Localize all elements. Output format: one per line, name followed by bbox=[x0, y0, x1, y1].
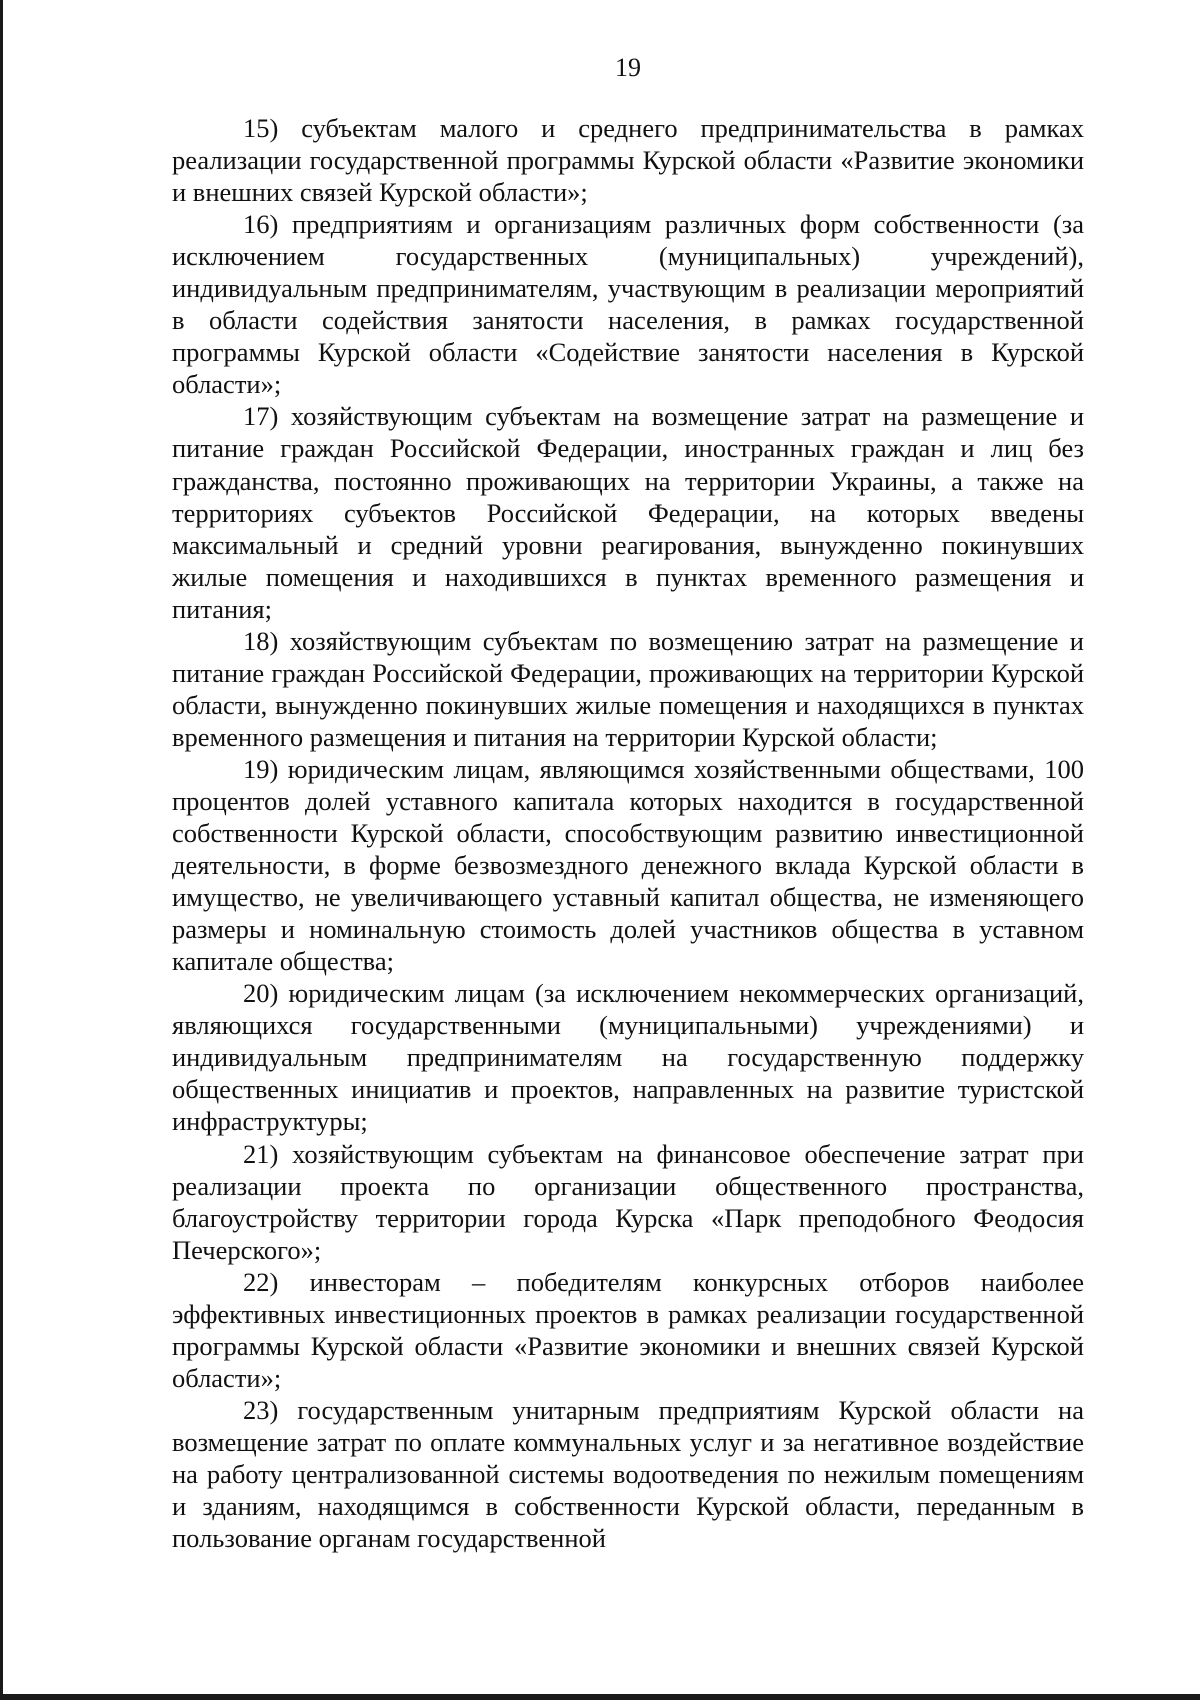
list-item-23: 23) государственным унитарным предприятиям Курской области на возмещение затрат по оплате коммунальных услуг и за негативное воздействие на работу централизованной системы водоотведения по нежилым помещениям и зданиям, находящимся в собственности Курской области, переданным в пользование органам государственной bbox=[172, 1394, 1084, 1554]
list-item-18: 18) хозяйствующим субъектам по возмещению затрат на размещение и питание граждан Российской Федерации, проживающих на территории Курской области, вынужденно покинувших жилые помещения и находящихся в пунктах временного размещения и питания на территории Курской области; bbox=[172, 625, 1084, 752]
list-item-17: 17) хозяйствующим субъектам на возмещение затрат на размещение и питание граждан Российской Федерации, иностранных граждан и лиц без гражданства, постоянно проживающих на территории Украины, а также на территориях субъектов Российской Федерации, на которых введены максимальный и средний уровни реагирования, вынужденно покинувших жилые помещения и находившихся в пунктах временного размещения и питания; bbox=[172, 401, 1084, 624]
list-item-16: 16) предприятиям и организациям различных форм собственности (за исключением государственных (муниципальных) учреждений), индивидуальным предпринимателям, участвующим в реализации мероприятий в области содействия занятости населения, в рамках государственной программы Курской области «Содействие занятости населения в Курской области»; bbox=[172, 209, 1084, 400]
list-item-21: 21) хозяйствующим субъектам на финансовое обеспечение затрат при реализации проекта по организации общественного пространства, благоустройству территории города Курска «Парк преподобного Феодосия Печерского»; bbox=[172, 1138, 1084, 1265]
list-item-20: 20) юридическим лицам (за исключением некоммерческих организаций, являющихся государственными (муниципальными) учреждениями) и индивидуальным предпринимателям на государственную поддержку общественных инициатив и проектов, направленных на развитие туристской инфраструктуры; bbox=[172, 978, 1084, 1137]
scan-border-left bbox=[0, 0, 3, 1700]
list-item-19: 19) юридическим лицам, являющимся хозяйственными обществами, 100 процентов долей уставного капитала которых находится в государственной собственности Курской области, способствующим развитию инвестиционной деятельности, в форме безвозмездного денежного вклада Курской области в имущество, не увеличивающего уставный капитал общества, не изменяющего размеры и номинальную стоимость долей участников общества в уставном капитале общества; bbox=[172, 753, 1084, 977]
page-number: 19 bbox=[615, 53, 641, 82]
scan-border-bottom bbox=[0, 1694, 1200, 1700]
document-body bbox=[172, 112, 1084, 1554]
list-item-15: 15) субъектам малого и среднего предпринимательства в рамках реализации государственной программы Курской области «Развитие экономики и внешних связей Курской области»; bbox=[172, 113, 1084, 208]
list-item-22: 22) инвесторам – победителям конкурсных отборов наиболее эффективных инвестиционных проектов в рамках реализации государственной программы Курской области «Развитие экономики и внешних связей Курской области»; bbox=[172, 1266, 1084, 1393]
